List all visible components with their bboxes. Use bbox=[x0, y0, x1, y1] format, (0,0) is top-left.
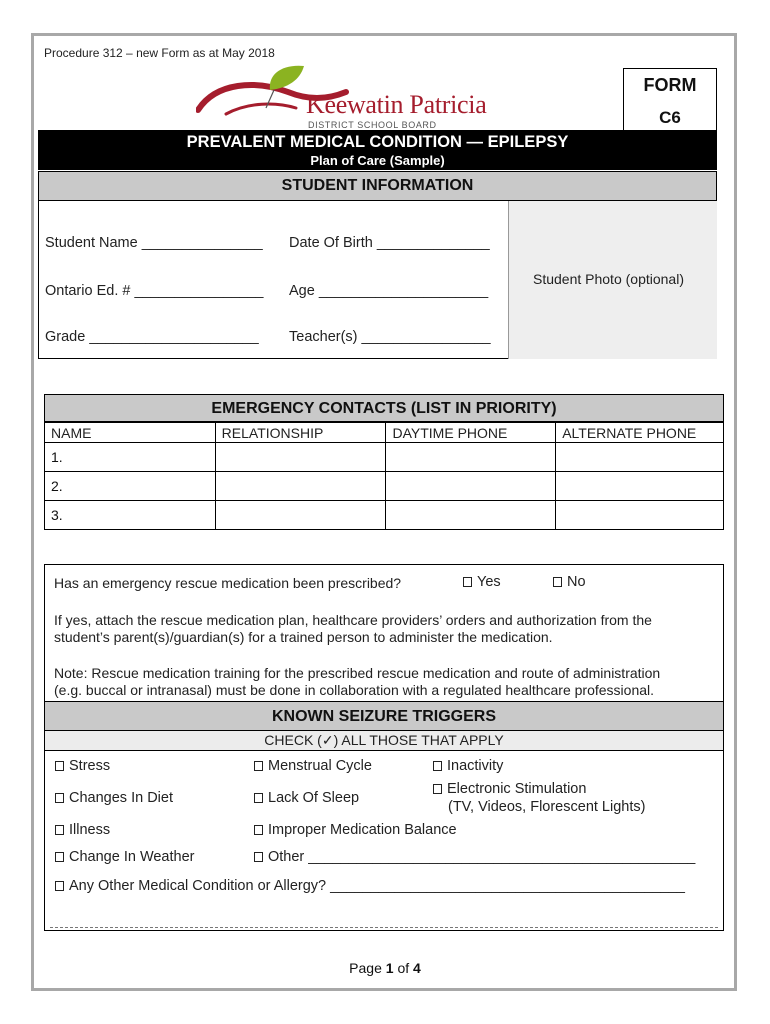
checkbox-icon[interactable] bbox=[553, 577, 562, 587]
electronic-stimulation-examples: (TV, Videos, Florescent Lights) bbox=[448, 799, 646, 815]
relationship-cell[interactable] bbox=[215, 501, 386, 530]
check-all-instruction: CHECK (✓) ALL THOSE THAT APPLY bbox=[44, 731, 724, 751]
blank-line bbox=[50, 927, 718, 928]
trigger-changes-in-diet[interactable] bbox=[55, 790, 173, 806]
ontario-ed-field[interactable]: Ontario Ed. # ________________ bbox=[45, 283, 264, 299]
trigger-label: Electronic Stimulation bbox=[447, 781, 587, 797]
alternate-phone-cell[interactable] bbox=[556, 472, 724, 501]
student-info-heading: STUDENT INFORMATION bbox=[38, 171, 717, 201]
trigger-label: Menstrual Cycle bbox=[268, 758, 372, 774]
trigger-menstrual-cycle[interactable] bbox=[254, 758, 372, 774]
checkbox-icon[interactable] bbox=[254, 793, 263, 803]
checkbox-icon[interactable] bbox=[254, 825, 263, 835]
any-other-label: Any Other Medical Condition or Allergy? ____________________________________________ bbox=[69, 878, 685, 894]
form-subtitle: Plan of Care (Sample) bbox=[310, 153, 445, 168]
table-row bbox=[45, 443, 724, 472]
column-header: DAYTIME PHONE bbox=[386, 423, 556, 443]
trigger-electronic-stimulation[interactable] bbox=[433, 781, 586, 797]
alternate-phone-cell[interactable] bbox=[556, 501, 724, 530]
checkbox-icon[interactable] bbox=[433, 784, 442, 794]
yes-checkbox[interactable] bbox=[463, 574, 501, 590]
rescue-question: Has an emergency rescue medication been prescribed? bbox=[54, 575, 402, 591]
daytime-phone-cell[interactable] bbox=[386, 472, 556, 501]
checkbox-icon[interactable] bbox=[55, 761, 64, 771]
page-of: of bbox=[397, 960, 410, 976]
column-header: ALTERNATE PHONE bbox=[556, 423, 724, 443]
daytime-phone-cell[interactable] bbox=[386, 501, 556, 530]
checkbox-icon[interactable] bbox=[55, 881, 64, 891]
teachers-field[interactable]: Teacher(s) ________________ bbox=[289, 329, 491, 345]
rescue-note-line2: (e.g. buccal or intranasal) must be done in collaboration with a regulated healthcare professional. bbox=[54, 682, 655, 698]
trigger-label: Inactivity bbox=[447, 758, 504, 774]
alternate-phone-cell[interactable] bbox=[556, 443, 724, 472]
form-id-box bbox=[623, 68, 717, 133]
form-code: C6 bbox=[659, 108, 681, 127]
trigger-label: Improper Medication Balance bbox=[268, 822, 457, 838]
relationship-cell[interactable] bbox=[215, 443, 386, 472]
table-header-row bbox=[45, 423, 724, 443]
procedure-note: Procedure 312 – new Form as at May 2018 bbox=[44, 46, 275, 60]
yes-label: Yes bbox=[477, 574, 501, 590]
contact-name-cell[interactable]: 1. bbox=[45, 443, 216, 472]
checkbox-icon[interactable] bbox=[55, 793, 64, 803]
form-title: PREVALENT MEDICAL CONDITION — EPILEPSY bbox=[186, 133, 569, 151]
age-field[interactable]: Age _____________________ bbox=[289, 283, 489, 299]
trigger-lack-of-sleep[interactable] bbox=[254, 790, 359, 806]
student-name-field[interactable]: Student Name _______________ bbox=[45, 235, 263, 251]
rescue-instruction-line2: student’s parent(s)/guardian(s) for a trained person to administer the medication. bbox=[54, 629, 553, 645]
emergency-contacts-heading: EMERGENCY CONTACTS (LIST IN PRIORITY) bbox=[44, 394, 724, 422]
page-total: 4 bbox=[413, 960, 421, 976]
trigger-label: Changes In Diet bbox=[69, 790, 173, 806]
rescue-instruction-line1: If yes, attach the rescue medication plan, healthcare providers’ orders and authorization from the bbox=[54, 612, 652, 628]
page-prefix: Page bbox=[349, 960, 382, 976]
trigger-other[interactable] bbox=[254, 849, 695, 865]
relationship-cell[interactable] bbox=[215, 472, 386, 501]
trigger-label: Stress bbox=[69, 758, 111, 774]
no-label: No bbox=[567, 574, 586, 590]
checkbox-icon[interactable] bbox=[254, 761, 263, 771]
title-banner bbox=[38, 130, 717, 170]
no-checkbox[interactable] bbox=[553, 574, 586, 590]
form-label: FORM bbox=[643, 75, 697, 95]
trigger-change-in-weather[interactable] bbox=[55, 849, 194, 865]
student-photo-area[interactable] bbox=[508, 201, 717, 359]
trigger-label: Lack Of Sleep bbox=[268, 790, 360, 806]
any-other-condition[interactable] bbox=[55, 878, 685, 894]
trigger-illness[interactable] bbox=[55, 822, 110, 838]
checkbox-icon[interactable] bbox=[463, 577, 472, 587]
checkbox-icon[interactable] bbox=[55, 852, 64, 862]
board-logo bbox=[196, 62, 508, 132]
logo-name: Keewatin Patricia bbox=[306, 90, 487, 119]
table-row bbox=[45, 501, 724, 530]
trigger-improper-medication[interactable] bbox=[254, 822, 457, 838]
column-header: RELATIONSHIP bbox=[215, 423, 386, 443]
date-of-birth-field[interactable]: Date Of Birth ______________ bbox=[289, 235, 490, 251]
contact-name-cell[interactable]: 3. bbox=[45, 501, 216, 530]
page-current: 1 bbox=[385, 960, 394, 976]
checkbox-icon[interactable] bbox=[254, 852, 263, 862]
triggers-box bbox=[44, 751, 724, 931]
logo-subtitle: DISTRICT SCHOOL BOARD bbox=[308, 120, 437, 130]
checkbox-icon[interactable] bbox=[55, 825, 64, 835]
checkbox-icon[interactable] bbox=[433, 761, 442, 771]
emergency-contacts-table bbox=[44, 422, 724, 530]
column-header: NAME bbox=[45, 423, 216, 443]
table-row bbox=[45, 472, 724, 501]
trigger-label: Change In Weather bbox=[69, 849, 195, 865]
contact-name-cell[interactable]: 2. bbox=[45, 472, 216, 501]
photo-label: Student Photo (optional) bbox=[533, 271, 684, 287]
rescue-note-line1: Note: Rescue medication training for the prescribed rescue medication and route of administration bbox=[54, 665, 661, 681]
trigger-inactivity[interactable] bbox=[433, 758, 503, 774]
trigger-label: Illness bbox=[69, 822, 111, 838]
page-number bbox=[0, 960, 770, 976]
trigger-label: Other ________________________________________________ bbox=[268, 849, 696, 865]
trigger-stress[interactable] bbox=[55, 758, 110, 774]
grade-field[interactable]: Grade _____________________ bbox=[45, 329, 259, 345]
daytime-phone-cell[interactable] bbox=[386, 443, 556, 472]
seizure-triggers-heading: KNOWN SEIZURE TRIGGERS bbox=[44, 701, 724, 731]
